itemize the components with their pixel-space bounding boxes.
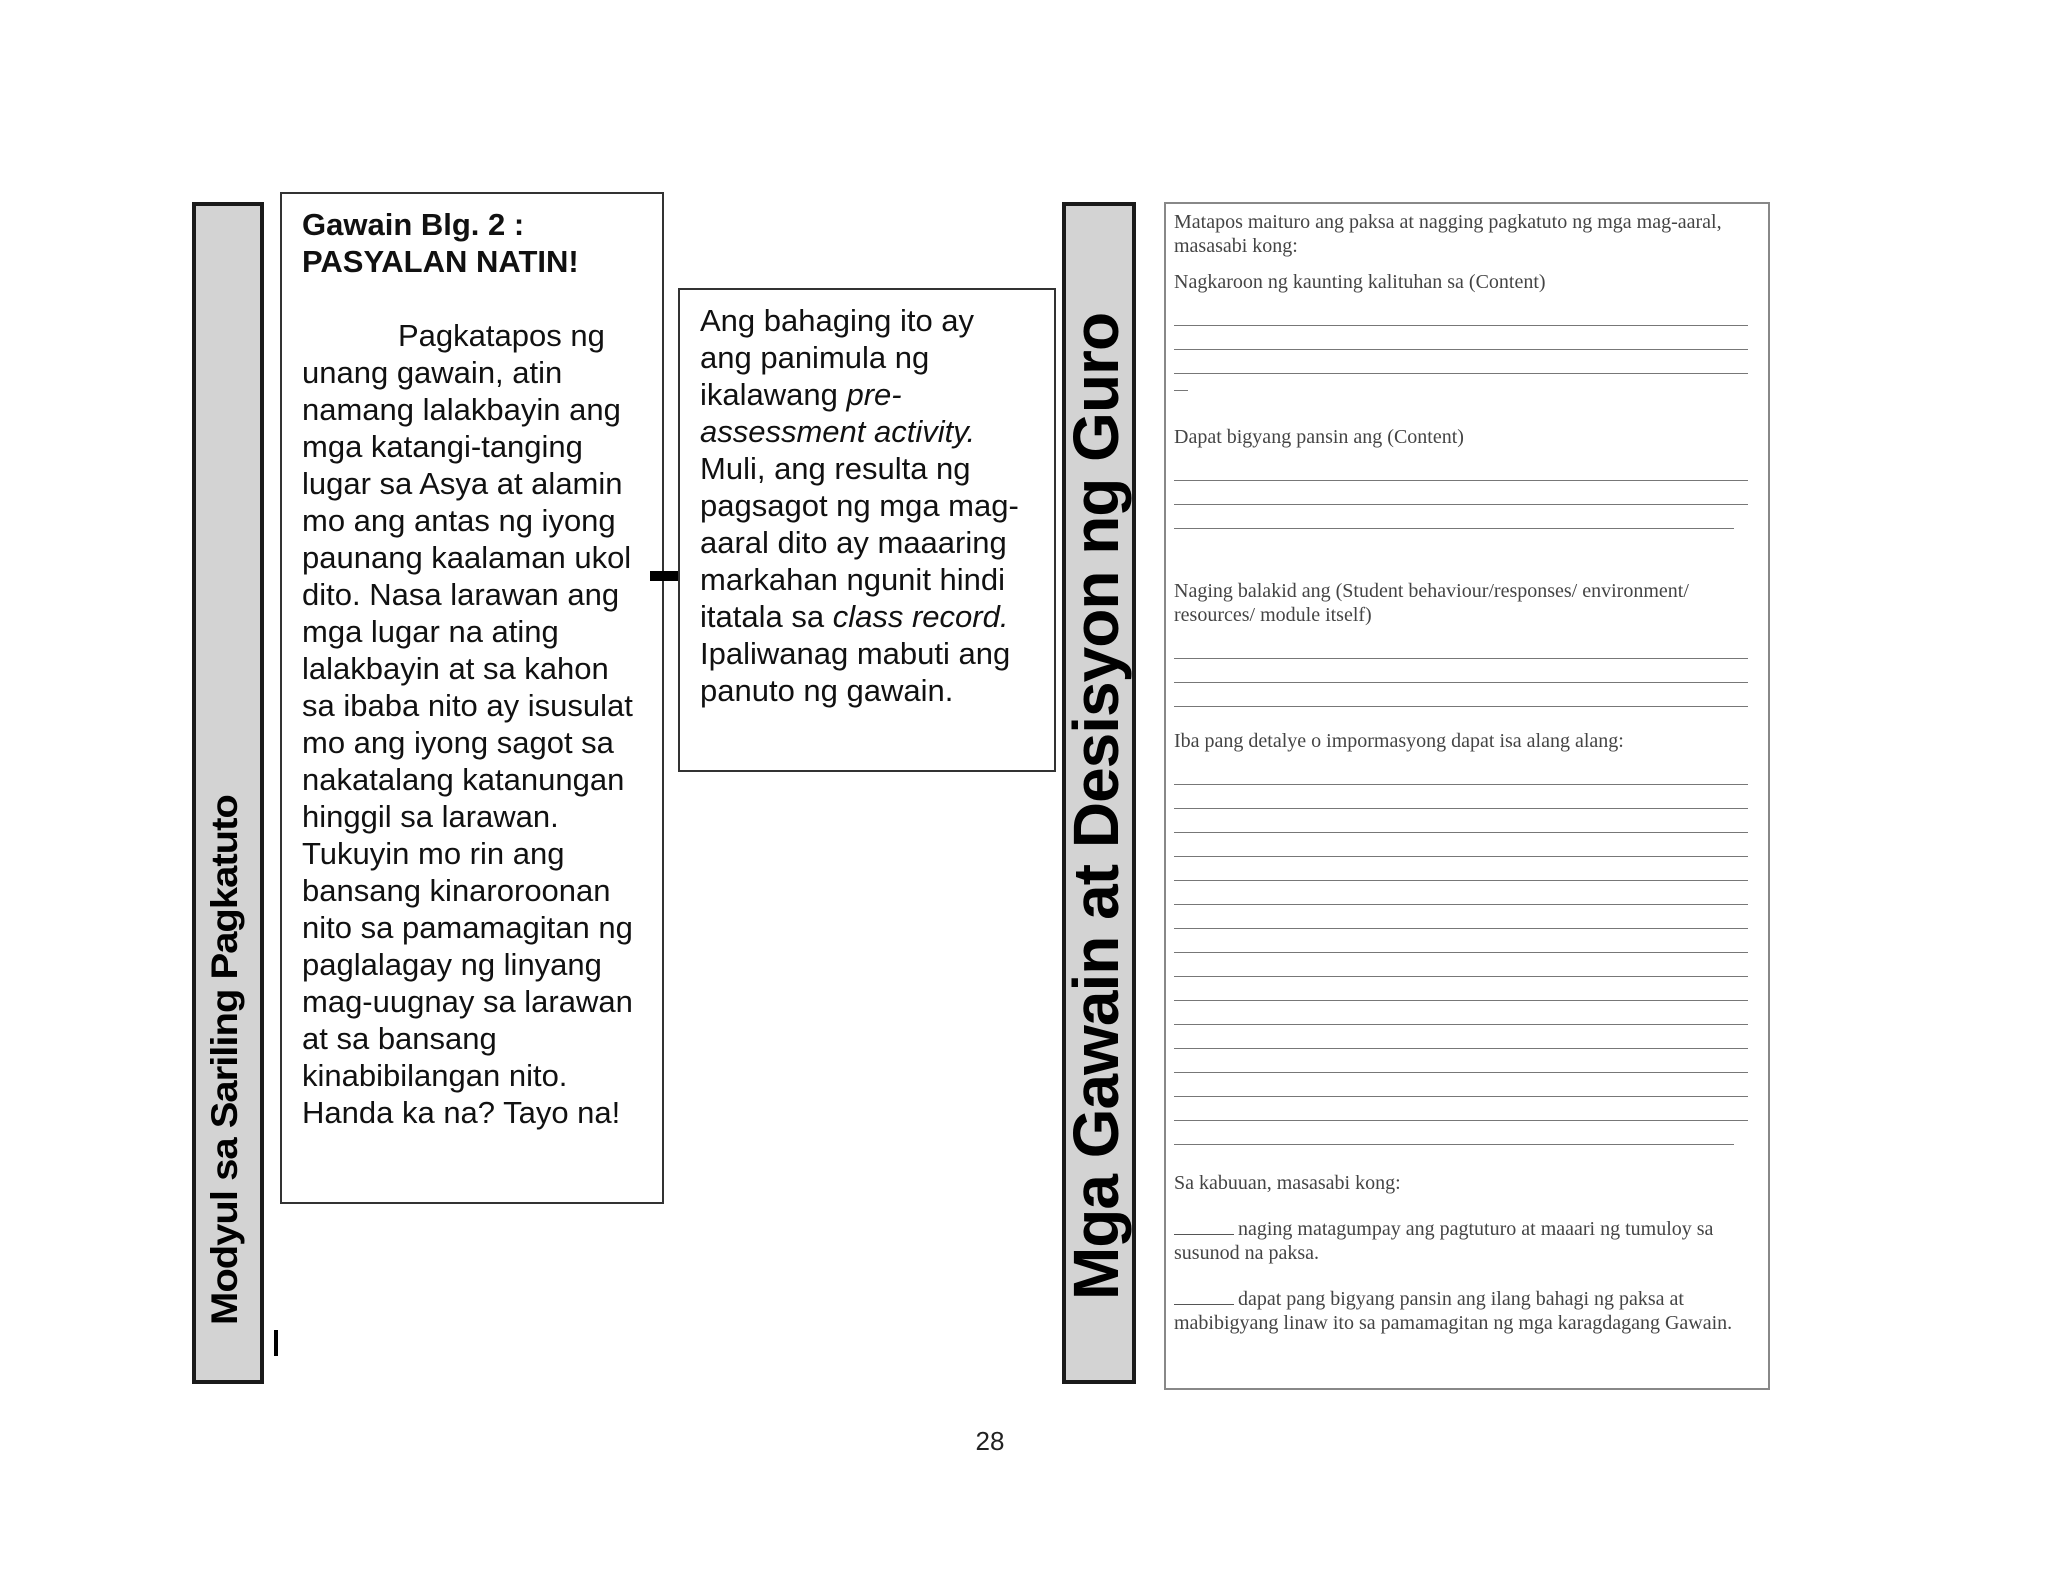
form-question-confusion: Nagkaroon ng kaunting kalituhan sa (Content): [1174, 271, 1546, 293]
activity-box: [280, 192, 664, 1204]
left-side-band: [192, 202, 264, 1384]
left-band-label: Modyul sa Sariling Pagkatuto: [205, 795, 246, 1325]
right-band-label: Mga Gawain at Desisyon ng Guro: [1060, 312, 1132, 1300]
teacher-note-text: Ang bahaging ito ay ang panimula ng ikalawang pre-assessment activity. Muli, ang resulta ng pagsagot ng mga mag-aaral dito ay maaaring markahan ngunit hindi itatala sa class record. Ipaliwanag mabuti ang panuto ng gawain.: [700, 303, 1019, 708]
activity-title-number: Gawain Blg. 2 :: [302, 207, 525, 242]
activity-instructions: Pagkatapos ng unang gawain, atin namang lalakbayin ang mga katangi-tanging lugar sa Asya at alamin mo ang antas ng iyong paunang kaalaman ukol dito. Nasa larawan ang mga lugar na ating lalakbayin at sa kahon sa ibaba nito ay isusulat mo ang iyong sagot sa nakatalang katanungan hinggil sa larawan. Tukuyin mo rin ang bansang kinaroroonan nito sa pamamagitan ng paglalagay ng linyang mag-uugnay sa larawan at sa bansang kinabibilangan nito. Handa ka na? Tayo na!: [302, 318, 633, 1130]
band-tick-mark: [274, 1330, 278, 1356]
form-question-obstacle: Naging balakid ang (Student behaviour/responses/ environment/ resources/ module itself): [1174, 580, 1689, 626]
checkbox-blank[interactable]: [1174, 1288, 1234, 1305]
form-option-successful: naging matagumpay ang pagtuturo at maaari ng tumuloy sa susunod na paksa.: [1174, 1218, 1714, 1264]
checkbox-blank[interactable]: [1174, 1218, 1234, 1235]
answer-lines[interactable]: [1174, 761, 1756, 1145]
teacher-note-box: [678, 288, 1056, 772]
activity-title-name: PASYALAN NATIN!: [302, 244, 579, 279]
form-summary-label: Sa kabuuan, masasabi kong:: [1174, 1172, 1401, 1194]
answer-lines[interactable]: [1174, 635, 1756, 707]
form-question-attention: Dapat bigyang pansin ang (Content): [1174, 426, 1464, 448]
answer-lines[interactable]: [1174, 457, 1756, 529]
page-number: 28: [975, 1426, 1005, 1456]
answer-lines[interactable]: [1174, 302, 1756, 391]
form-option-needs-review: dapat pang bigyang pansin ang ilang bahagi ng paksa at mabibigyang linaw ito sa pamamagitan ng mga karagdagang Gawain.: [1174, 1288, 1733, 1334]
form-intro: Matapos maituro ang paksa at nagging pagkatuto ng mga mag-aaral, masasabi kong:: [1174, 211, 1722, 257]
right-side-band: [1062, 202, 1136, 1384]
form-question-other-details: Iba pang detalye o impormasyong dapat isa alang alang:: [1174, 730, 1624, 752]
teacher-reflection-form: [1164, 202, 1770, 1390]
